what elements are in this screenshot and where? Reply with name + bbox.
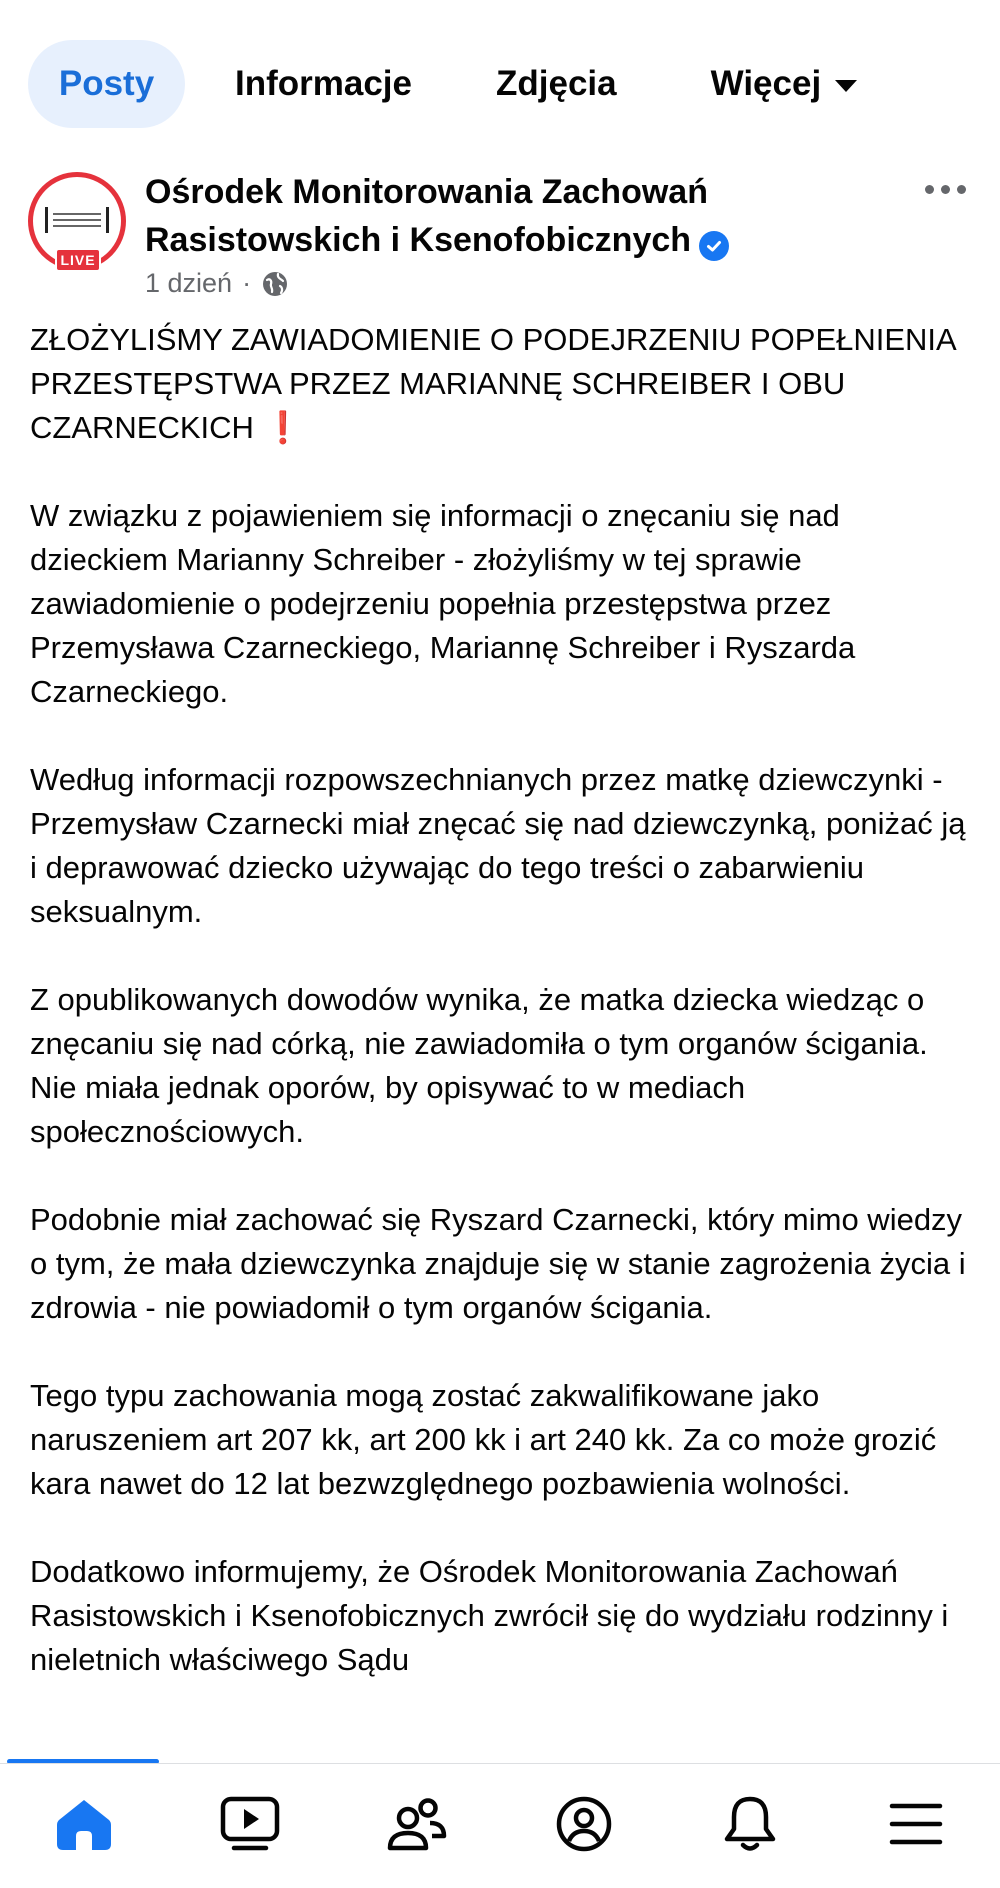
exclamation-emoji-icon: ❗ <box>263 410 303 445</box>
caret-down-icon <box>835 80 857 92</box>
live-badge: LIVE <box>55 248 101 272</box>
friends-icon <box>386 1796 448 1852</box>
bottom-navigation <box>0 1764 1000 1888</box>
post-paragraph: W związku z pojawieniem się informacji o znęcaniu się nad dzieckiem Marianny Schreiber - złożyliśmy w tej sprawie zawiadomienie o podejrzeniu popełnia przestępstwa przez Przemysława Czarneckiego, Mariannę Schreiber i Ryszarda Czarneckiego. <box>30 498 856 709</box>
post-paragraph: Według informacji rozpowszechnianych przez matkę dziewczynki - Przemysław Czarnecki miał znęcać się nad dziewczynką, poniżać ją i deprawować dziecko używając do tego treści o zabarwieniu seksualnym. <box>30 762 966 929</box>
globe-icon <box>261 270 289 298</box>
more-options-icon[interactable] <box>925 185 966 194</box>
nav-friends[interactable] <box>385 1792 449 1856</box>
post-paragraph: Z opublikowanych dowodów wynika, że matka dziecka wiedząc o znęcaniu się nad córką, nie zawiadomiła o tym organów ścigania. Nie miała jednak oporów, by opisywać to w mediach społecznościowych. <box>30 982 928 1149</box>
tab-photos-label: Zdjęcia <box>496 64 617 103</box>
home-icon <box>55 1796 113 1852</box>
post-paragraph: Podobnie miał zachować się Ryszard Czarnecki, który mimo wiedzy o tym, że mała dziewczynka znajduje się w stanie zagrożenia życia i zdrowia - nie powiadomił o tym organów ścigania. <box>30 1202 966 1325</box>
post-meta <box>145 268 289 299</box>
bell-icon <box>722 1795 778 1853</box>
post-headline-text: ZŁOŻYLIŚMY ZAWIADOMIENIE O PODEJRZENIU POPEŁNIENIA PRZESTĘPSTWA PRZEZ MARIANNĘ SCHREIBER I OBU CZARNECKICH <box>30 322 956 445</box>
post-body <box>30 318 980 1726</box>
page-name-text: Ośrodek Monitorowania Zachowań Rasistowskich i Ksenofobicznych <box>145 173 708 259</box>
nav-menu[interactable] <box>884 1792 948 1856</box>
nav-video[interactable] <box>218 1792 282 1856</box>
post-paragraph: Dodatkowo informujemy, że Ośrodek Monitorowania Zachowań Rasistowskich i Ksenofobicznych zwrócił się do wydziału rodzinny i nieletnich właściwego Sądu <box>30 1554 949 1677</box>
profile-icon <box>555 1795 613 1853</box>
nav-home[interactable] <box>52 1792 116 1856</box>
post-time[interactable]: 1 dzień <box>145 268 233 298</box>
tab-posts[interactable] <box>28 40 185 128</box>
nav-notifications[interactable] <box>718 1792 782 1856</box>
tab-information-label: Informacje <box>235 64 412 103</box>
tab-posts-label: Posty <box>58 64 155 103</box>
organization-logo <box>45 207 109 233</box>
tab-more[interactable] <box>681 40 888 128</box>
tab-more-label: Więcej <box>710 64 822 103</box>
video-icon <box>220 1796 280 1852</box>
profile-tabs <box>28 40 887 128</box>
nav-profile[interactable] <box>552 1792 616 1856</box>
post-paragraph: Tego typu zachowania mogą zostać zakwalifikowane jako naruszeniem art 207 kk, art 200 kk i art 240 kk. Za co może grozić kara nawet do 12 lat bezwzględnego pozbawienia wolności. <box>30 1378 937 1501</box>
tab-photos[interactable] <box>466 40 647 128</box>
menu-icon <box>889 1801 943 1847</box>
page-name[interactable] <box>145 168 785 264</box>
meta-separator: · <box>242 268 252 298</box>
tab-information[interactable] <box>205 40 442 128</box>
post-headline <box>30 318 980 450</box>
verified-badge-icon <box>699 231 729 261</box>
